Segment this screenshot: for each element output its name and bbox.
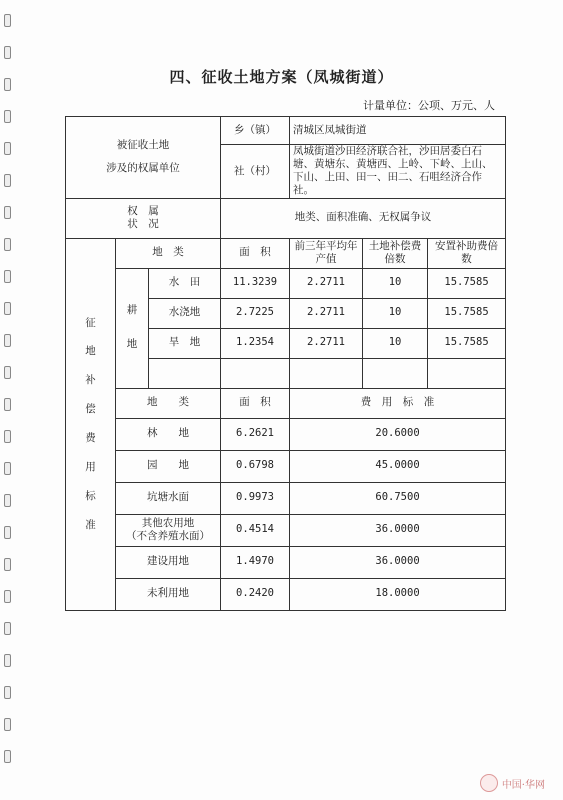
cell-area: 0.6798 <box>221 450 290 482</box>
ownership-value: 地类、面积准确、无权属争议 <box>221 198 506 238</box>
unit-note: 计量单位：公项、万元、人 <box>363 99 495 112</box>
ownership-row <box>66 198 506 238</box>
table-row <box>66 546 506 578</box>
header-row-other <box>66 388 506 418</box>
cell-area: 0.9973 <box>221 482 290 514</box>
cell-type: 建设用地 <box>116 546 221 578</box>
cell-multiple: 10 <box>363 298 428 328</box>
col-area-2: 面 积 <box>221 388 290 418</box>
township-value: 清城区凤城街道 <box>290 117 506 145</box>
cell-resettle: 15.7585 <box>428 328 506 358</box>
land-acquisition-table <box>65 116 520 611</box>
table-row <box>66 268 506 298</box>
header-row-arable <box>66 238 506 268</box>
cell-resettle: 15.7585 <box>428 268 506 298</box>
table-row <box>66 578 506 610</box>
cell-type: 其他农用地 （不含养殖水面） <box>116 514 221 546</box>
cell-avg: 2.2711 <box>290 298 363 328</box>
cell-area: 0.2420 <box>221 578 290 610</box>
table-row <box>66 418 506 450</box>
cell-fee: 36.0000 <box>290 546 506 578</box>
cell-type: 水 田 <box>149 268 221 298</box>
cell-fee: 45.0000 <box>290 450 506 482</box>
compensation-side-label: 征地补偿费用标准 <box>66 238 116 610</box>
cell-area: 6.2621 <box>221 418 290 450</box>
village-label: 社（村） <box>221 145 290 199</box>
cell-area: 1.4970 <box>221 546 290 578</box>
cell-resettle: 15.7585 <box>428 298 506 328</box>
col-multiple: 土地补偿费倍数 <box>363 238 428 268</box>
cell-avg: 2.2711 <box>290 328 363 358</box>
township-label: 乡（镇） <box>221 117 290 145</box>
cell-area: 2.7225 <box>221 298 290 328</box>
table-row <box>66 450 506 482</box>
col-resettle: 安置补助费倍 数 <box>428 238 506 268</box>
cell-fee: 36.0000 <box>290 514 506 546</box>
binding-holes <box>0 0 20 800</box>
table-row <box>66 482 506 514</box>
cell-type: 林 地 <box>116 418 221 450</box>
ownership-label: 权 属 状 况 <box>66 198 221 238</box>
cell-area: 0.4514 <box>221 514 290 546</box>
cell-fee: 18.0000 <box>290 578 506 610</box>
cell-type: 未利用地 <box>116 578 221 610</box>
cell-type: 旱 地 <box>149 328 221 358</box>
cell-type: 坑塘水面 <box>116 482 221 514</box>
cell-area: 1.2354 <box>221 328 290 358</box>
cell-multiple: 10 <box>363 328 428 358</box>
col-land-type: 地 类 <box>116 238 221 268</box>
cell-type: 水浇地 <box>149 298 221 328</box>
arable-label: 耕地 <box>116 268 149 388</box>
col-fee: 费 用 标 准 <box>290 388 506 418</box>
cell-fee: 60.7500 <box>290 482 506 514</box>
cell-multiple: 10 <box>363 268 428 298</box>
owner-row-township <box>66 117 506 145</box>
village-value: 凤城街道沙田经济联合社，沙田居委白石塘、黄塘东、黄塘西、上岭、下岭、上山、下山、上田、田一、田二、石咀经济合作社。 <box>290 145 506 199</box>
col-avg-value: 前三年平均年产值 <box>290 238 363 268</box>
page-title: 四、征收土地方案（凤城街道） <box>169 68 394 86</box>
owner-label: 被征收土地 涉及的权属单位 <box>66 117 221 199</box>
cell-type: 园 地 <box>116 450 221 482</box>
watermark-logo-icon <box>480 774 498 792</box>
table-row <box>66 514 506 546</box>
col-area: 面 积 <box>221 238 290 268</box>
cell-fee: 20.6000 <box>290 418 506 450</box>
cell-avg: 2.2711 <box>290 268 363 298</box>
cell-area: 11.3239 <box>221 268 290 298</box>
watermark: 中国·华网 <box>480 774 545 792</box>
col-land-type-2: 地 类 <box>116 388 221 418</box>
